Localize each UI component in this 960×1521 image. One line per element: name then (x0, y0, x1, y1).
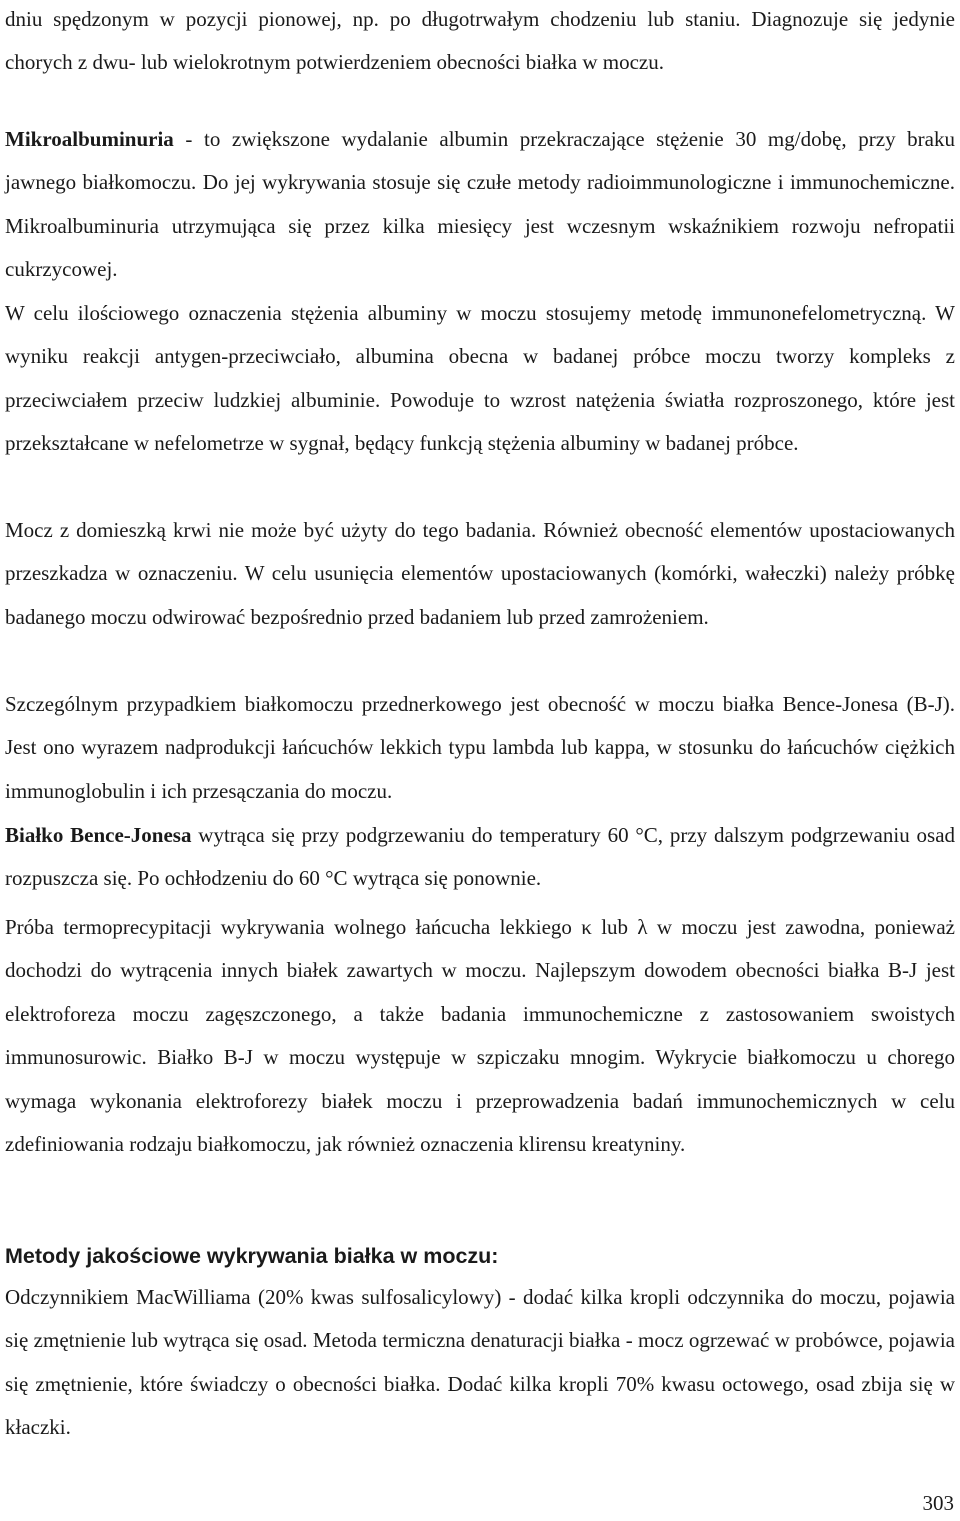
paragraph-bence-jones (5, 683, 955, 813)
term-bence-jones: Białko Bence-Jonesa (5, 823, 192, 847)
paragraph-qualitative-methods-text: Odczynnikiem MacWilliama (20% kwas sulfosalicylowy) - dodać kilka kropli odczynnika do moczu, pojawia się zmętnienie lub wytrąca się osad. Metoda termiczna denaturacji białka - mocz ogrzewać w probówce, pojawia się zmętnienie, które świadczy o obecności białka. Dodać kilka kropli 70% kwasu octowego, osad zbija się w kłaczki. (5, 1285, 955, 1440)
paragraph-quantitative-text: W celu ilościowego oznaczenia stężenia albuminy w moczu stosujemy metodę immunonefelometryczną. W wyniku reakcji antygen-przeciwciało, albumina obecna w badanej próbce moczu tworzy kompleks z przeciwciałem przeciw ludzkiej albuminie. Powoduje to wzrost natężenia światła rozproszonego, które jest przekształcane w nefelometrze w sygnał, będący funkcją stężenia albuminy w badanej próbce. (5, 301, 955, 456)
paragraph-qualitative-methods (5, 1276, 955, 1450)
paragraph-microalbuminuria-text: - to zwiększone wydalanie albumin przekraczające stężenie 30 mg/dobę, przy braku jawnego białkomoczu. Do jej wykrywania stosuje się czułe metody radioimmunologiczne i immunochemiczne. Mikroalbuminuria utrzymująca się przez kilka miesięcy jest wczesnym wskaźnikiem rozwoju nefropatii cukrzycowej. (5, 127, 955, 282)
paragraph-thermoprecipitation-text: Próba termoprecypitacji wykrywania wolnego łańcucha lekkiego κ lub λ w moczu jest zawodna, ponieważ dochodzi do wytrącenia innych białek zawartych w moczu. Najlepszym dowodem obecności białka B-J jest elektroforeza moczu zagęszczonego, a także badania immunochemiczne z zastosowaniem swoistych immunosurowic. Białko B-J w moczu występuje w szpiczaku mnogim. Wykrycie białkomoczu u chorego wymaga wykonania elektroforezy białek moczu i przeprowadzenia badań immunochemicznych w celu zdefiniowania rodzaju białkomoczu, jak również oznaczenia klirensu kreatyniny. (5, 915, 955, 1157)
paragraph-quantitative (5, 292, 955, 466)
paragraph-intro-text: dniu spędzonym w pozycji pionowej, np. po długotrwałym chodzeniu lub staniu. Diagnozuje się jedynie chorych z dwu- lub wielokrotnym potwierdzeniem obecności białka w moczu. (5, 7, 955, 75)
paragraph-thermoprecipitation (5, 906, 955, 1166)
paragraph-blood-interference (5, 509, 955, 639)
paragraph-bence-jones-text: Szczególnym przypadkiem białkomoczu przednerkowego jest obecność w moczu białka Bence-Jonesa (B-J). Jest ono wyrazem nadprodukcji łańcuchów lekkich typu lambda lub kappa, w stosunku do łańcuchów ciężkich immunoglobulin i ich przesączania do moczu. (5, 692, 955, 803)
paragraph-microalbuminuria (5, 118, 955, 292)
paragraph-blood-interference-text: Mocz z domieszką krwi nie może być użyty do tego badania. Również obecność elementów upostaciowanych przeszkadza w oznaczeniu. W celu usunięcia elementów upostaciowanych (komórki, wałeczki) należy próbkę badanego moczu odwirować bezpośrednio przed badaniem lub przed zamrożeniem. (5, 518, 955, 629)
paragraph-bence-jones-heat (5, 814, 955, 901)
paragraph-bence-jones-heat-text: wytrąca się przy podgrzewaniu do temperatury 60 °C, przy dalszym podgrzewaniu osad rozpuszcza się. Po ochłodzeniu do 60 °C wytrąca się ponownie. (5, 823, 956, 891)
paragraph-intro (5, 0, 955, 85)
section-heading: Metody jakościowe wykrywania białka w moczu: (5, 1244, 499, 1268)
term-microalbuminuria: Mikroalbuminuria (5, 127, 174, 151)
page-number: 303 (922, 1491, 954, 1515)
